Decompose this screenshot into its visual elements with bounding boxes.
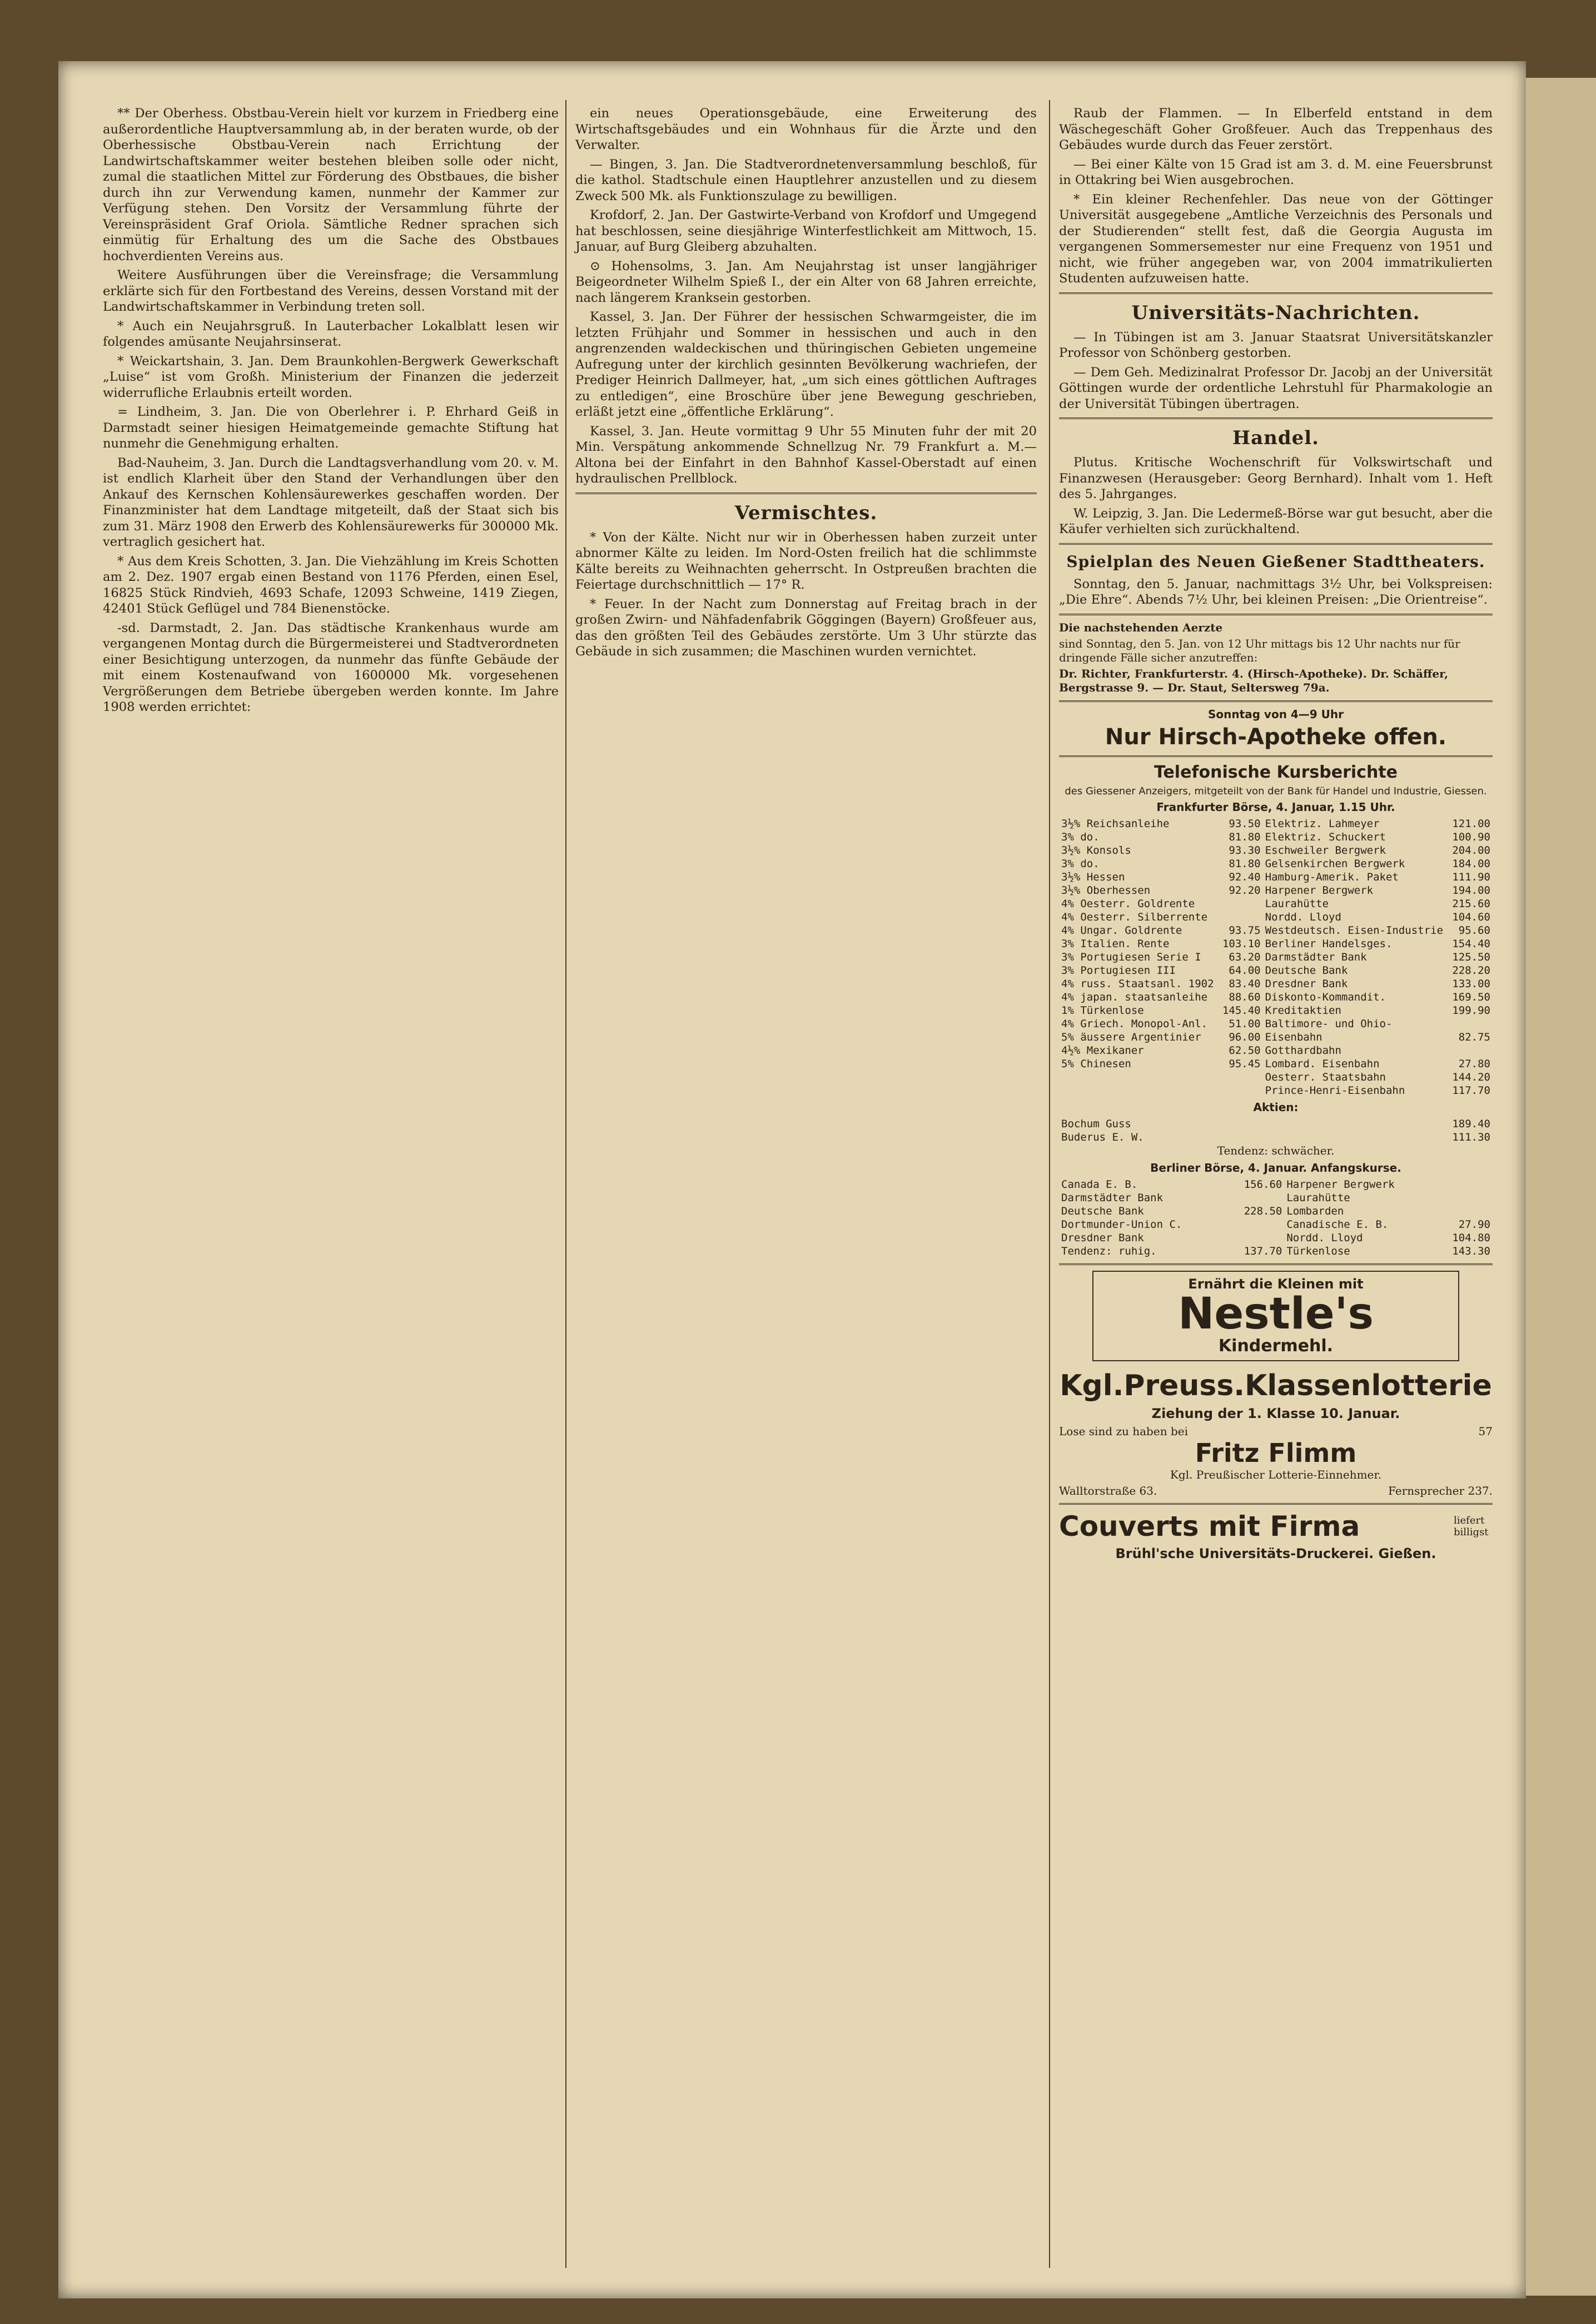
article: W. Leipzig, 3. Jan. Die Ledermeß-Börse war gut besucht, aber die Käufer verhielten sich zurückhaltend. [1059, 506, 1493, 536]
table-cell: 4½% Mexikaner [1061, 1044, 1144, 1057]
table-row [1059, 857, 1493, 870]
table-cell: Deutsche Bank [1265, 964, 1348, 977]
table-row [1059, 1031, 1493, 1044]
nestle-ad [1092, 1271, 1459, 1361]
article: * Weickartshain, 3. Jan. Dem Braunkohlen-Bergwerk Gewerkschaft „Luise“ ist vom Großh. Ministerium der Finanzen die jederzeit widerrufliche Erlaubnis erteilt worden. [103, 354, 559, 400]
table-cell: 3% do. [1061, 857, 1100, 870]
table-cell: 169.50 [1452, 991, 1490, 1003]
table-cell: 3% do. [1061, 830, 1100, 843]
table-row [1059, 1178, 1493, 1191]
lotterie-lose-row [1059, 1425, 1493, 1438]
table-cell: Canada E. B. [1061, 1178, 1138, 1191]
apotheke-sub: Sonntag von 4—9 Uhr [1207, 707, 1344, 721]
lotterie-headline: Kgl.Preuss.Klassenlotterie [1060, 1368, 1492, 1402]
table-cell: 156.60 [1244, 1178, 1282, 1191]
article: Kassel, 3. Jan. Der Führer der hessischen Schwarmgeister, die im letzten Frühjahr und Sommer in hessischen und auch in den angrenzenden waldeckischen und thüringischen Gebieten ungemeine Aufregung unter der kirchlich gesinnten Bevölkerung wachriefen, der Prediger Heinrich Dallmeyer, hat, „um sich eines göttlichen Auftrages zu entledigen“, eine Broschüre über jene Bewegung geschrieben, erläßt jetzt eine „öffentliche Erklärung“. [575, 310, 1037, 419]
table-cell: Kreditaktien [1265, 1004, 1341, 1017]
table-cell: 3½% Reichsanleihe [1061, 817, 1170, 830]
berlin-table [1059, 1178, 1493, 1258]
table-cell: 144.20 [1452, 1071, 1490, 1083]
article: * Auch ein Neujahrsgruß. In Lauterbacher Lokalblatt lesen wir folgendes amüsante Neujahrsinserat. [103, 319, 559, 349]
table-cell: 4% Oesterr. Silberrente [1061, 910, 1208, 923]
table-cell: Prince-Henri-Eisenbahn [1265, 1084, 1405, 1097]
table-row [1059, 1231, 1493, 1245]
table-cell [1059, 1071, 1219, 1084]
table-cell: 3½% Hessen [1061, 870, 1125, 883]
table-row [1059, 830, 1493, 844]
table-cell: Laurahütte [1286, 1191, 1350, 1204]
divider [1059, 292, 1493, 294]
table-row [1059, 1044, 1493, 1057]
article: = Lindheim, 3. Jan. Die von Oberlehrer i. P. Ehrhard Geiß in Darmstadt seiner hiesigen Heimatgemeinde gemachte Stiftung hat nunmehr die Genehmigung erhalten. [103, 405, 559, 451]
table-cell: Harpener Bergwerk [1286, 1178, 1395, 1191]
divider [1059, 614, 1493, 615]
kurs-frankfurt: Frankfurter Börse, 4. Januar, 1.15 Uhr. [1156, 800, 1395, 814]
table-cell: 143.30 [1452, 1245, 1490, 1257]
article: Krofdorf, 2. Jan. Der Gastwirte-Verband von Krofdorf und Umgegend hat beschlossen, seine diesjährige Winterfestlichkeit am Mittwoch, 15. Januar, auf Burg Gleiberg abzuhalten. [575, 208, 1037, 254]
table-cell: 104.60 [1452, 910, 1490, 923]
table-row [1059, 1218, 1493, 1231]
table-row [1059, 991, 1493, 1004]
table-cell: 4% Griech. Monopol-Anl. [1061, 1017, 1208, 1030]
couverts-ad [1059, 1510, 1493, 1542]
table-cell: 125.50 [1452, 950, 1490, 963]
table-cell: Türkenlose [1286, 1245, 1350, 1257]
table-cell: 92.20 [1229, 884, 1261, 897]
divider [1059, 417, 1493, 419]
section-title-universitaet: Universitäts-Nachrichten. [1131, 301, 1420, 324]
divider [1059, 1503, 1493, 1505]
table-cell: 199.90 [1452, 1004, 1490, 1017]
article: ⊙ Hohensolms, 3. Jan. Am Neujahrstag ist unser langjähriger Beigeordneter Wilhelm Spieß I., der ein Alter von 68 Jahren erreichte, nach längerem Kranksein gestorben. [575, 258, 1037, 305]
table-row [1059, 817, 1493, 830]
section-title-theater: Spielplan des Neuen Gießener Stadttheaters. [1066, 552, 1485, 571]
kurs-title: Telefonische Kursberichte [1154, 762, 1398, 782]
table-cell: Westdeutsch. Eisen-Industrie [1265, 924, 1443, 937]
table-cell: 184.00 [1452, 857, 1490, 870]
table-cell: 100.90 [1452, 830, 1490, 843]
table-cell: Baltimore- und Ohio- [1265, 1017, 1393, 1030]
column-3 [1059, 106, 1493, 1565]
table-cell: 95.45 [1229, 1057, 1261, 1070]
table-cell: Eisenbahn [1265, 1031, 1322, 1043]
flimm-phone: Fernsprecher 237. [1388, 1484, 1493, 1497]
table-cell [1219, 1084, 1262, 1097]
divider [1059, 755, 1493, 757]
table-cell: 5% äussere Argentinier [1061, 1031, 1201, 1043]
table-cell: 228.20 [1452, 964, 1490, 977]
berlin-title: Berliner Börse, 4. Januar. Anfangskurse. [1150, 1161, 1401, 1175]
article: * Ein kleiner Rechenfehler. Das neue von der Göttinger Universität ausgegebene „Amtliche Verzeichnis des Personals und der Studierenden“ stellt fest, daß die Georgia Augusta im vergangenen Sommersemester nur eine Frequenz von 1951 und nicht, wie früher angegeben war, von 2004 immatrikulierten Studenten aufzuweisen hatte. [1059, 192, 1493, 286]
table-cell: Oesterr. Staatsbahn [1265, 1071, 1386, 1083]
table-cell: Dresdner Bank [1061, 1231, 1144, 1244]
table-cell: Nordd. Lloyd [1286, 1231, 1363, 1244]
table-cell: 81.80 [1229, 857, 1261, 870]
table-cell: 93.75 [1229, 924, 1261, 937]
couverts-side: liefert billigst [1454, 1514, 1489, 1538]
table-cell [1059, 1084, 1219, 1097]
divider [1059, 543, 1493, 545]
table-row [1059, 1205, 1493, 1218]
article: * Feuer. In der Nacht zum Donnerstag auf Freitag brach in der großen Zwirn- und Nähfadenfabrik Göggingen (Bayern) Großfeuer aus, das den größten Teil des Gebäudes zerstörte. Um 3 Uhr stürzte das Gebäude in sich zusammen; die Maschinen wurden vernichtet. [575, 596, 1037, 659]
table-cell: 3½% Oberhessen [1061, 884, 1151, 897]
flimm-name: Fritz Flimm [1195, 1437, 1357, 1468]
table-cell: 64.00 [1229, 964, 1261, 977]
table-cell: 92.40 [1229, 870, 1261, 883]
table-cell: Elektriz. Schuckert [1265, 830, 1386, 843]
article: * Von der Kälte. Nicht nur wir in Oberhessen haben zurzeit unter abnormer Kälte zu leiden. Im Nord-Osten freilich hat die schlimmste Kälte bereits zu Weihnachten geherrscht. In Ostpreußen brachten die Feiertage durchschnittlich — 17° R. [575, 530, 1037, 592]
table-cell: Buderus E. W. [1061, 1131, 1144, 1143]
table-cell [1219, 910, 1262, 924]
table-cell [1219, 1071, 1262, 1084]
nestle-sub: Kindermehl. [1218, 1336, 1334, 1356]
aerzte-names: Dr. Richter, Frankfurterstr. 4. (Hirsch-Apotheke). Dr. Schäffer, Bergstrasse 9. — Dr. Staut, Seltersweg 79a. [1059, 666, 1449, 694]
table-row [1059, 950, 1493, 964]
flimm-contact [1059, 1484, 1493, 1497]
table-cell: 228.50 [1244, 1205, 1282, 1217]
table-cell: Elektriz. Lahmeyer [1265, 817, 1380, 830]
table-cell: Bochum Guss [1061, 1117, 1131, 1130]
couverts-sub: Brühl'sche Universitäts-Druckerei. Gießen. [1115, 1545, 1436, 1561]
table-row [1059, 1117, 1493, 1131]
kurs-subtitle: des Giessener Anzeigers, mitgeteilt von der Bank für Handel und Industrie, Giessen. [1065, 785, 1487, 797]
article: Weitere Ausführungen über die Vereinsfrage; die Versammlung erklärte sich für den Fortbestand des Vereins, dessen Vorstand mit der Landwirtschaftskammer in Verbindung treten soll. [103, 268, 559, 314]
table-cell: 88.60 [1229, 991, 1261, 1003]
apotheke-notice: Nur Hirsch-Apotheke offen. [1105, 724, 1447, 750]
article: — Bingen, 3. Jan. Die Stadtverordnetenversammlung beschloß, für die kathol. Stadtschule einen Hauptlehrer anzustellen und zu diesem Zweck 500 Mk. als Funktionszulage zu bewilligen. [575, 157, 1037, 203]
article: Kassel, 3. Jan. Heute vormittag 9 Uhr 55 Minuten fuhr der mit 20 Min. Verspätung ankommende Schnellzug Nr. 79 Frankfurt a. M.—Altona bei der Einfahrt in den Bahnhof Kassel-Oberstadt auf einen hydraulischen Prellblock. [575, 424, 1037, 486]
table-cell: Canadische E. B. [1286, 1218, 1389, 1231]
tendenz: Tendenz: schwächer. [1217, 1143, 1335, 1157]
article: -sd. Darmstadt, 2. Jan. Das städtische Krankenhaus wurde am vergangenen Montag durch die Bürgermeisterei und Stadtverordneten einer Besichtigung unterzogen, da nunmehr das fünfte Gebäude der mit einem Kostenaufwand von 1600000 Mk. vorgesehenen Vergrößerungen dem Betriebe übergeben werden konnte. Im Jahre 1908 werden errichtet: [103, 620, 559, 714]
table-cell: Nordd. Lloyd [1265, 910, 1341, 923]
kurs-table [1059, 817, 1493, 1097]
column-1 [103, 106, 559, 719]
table-cell: 145.40 [1222, 1004, 1261, 1017]
table-cell: 5% Chinesen [1061, 1057, 1131, 1070]
nestle-top: Ernährt die Kleinen mit [1188, 1276, 1364, 1292]
couverts-headline: Couverts mit Firma [1059, 1510, 1360, 1542]
table-row [1059, 1084, 1493, 1097]
flimm-address: Walltorstraße 63. [1059, 1484, 1157, 1497]
table-row [1059, 1245, 1493, 1258]
table-cell: Hamburg-Amerik. Paket [1265, 870, 1399, 883]
table-cell: 27.90 [1458, 1218, 1490, 1231]
table-cell: 3½% Konsols [1061, 844, 1131, 857]
table-cell: 215.60 [1452, 897, 1490, 910]
table-cell: 204.00 [1452, 844, 1490, 857]
table-cell [1227, 1231, 1284, 1245]
table-cell: Diskonto-Kommandit. [1265, 991, 1386, 1003]
table-cell: Gelsenkirchen Bergwerk [1265, 857, 1405, 870]
table-cell: Darmstädter Bank [1265, 950, 1367, 963]
table-cell: 111.30 [1452, 1131, 1490, 1143]
aerzte-label: Die nachstehenden Aerzte [1059, 620, 1223, 634]
article: — Dem Geh. Medizinalrat Professor Dr. Jacobj an der Universität Göttingen wurde der ordentliche Lehrstuhl für Pharmakologie an der Universität Tübingen übertragen. [1059, 365, 1493, 411]
column-rule [565, 100, 566, 2268]
table-cell: 95.60 [1458, 924, 1490, 937]
table-cell: 4% japan. staatsanleihe [1061, 991, 1208, 1003]
table-cell: Lombarden [1286, 1205, 1344, 1217]
table-cell: Berliner Handelsges. [1265, 937, 1393, 950]
table-cell: 104.80 [1452, 1231, 1490, 1244]
table-cell [1435, 1178, 1493, 1191]
table-row [1059, 910, 1493, 924]
table-row [1059, 937, 1493, 950]
table-cell: 4% russ. Staatsanl. 1902 [1061, 977, 1214, 990]
table-cell: 3% Italien. Rente [1061, 937, 1170, 950]
table-cell: Lombard. Eisenbahn [1265, 1057, 1380, 1070]
lotterie-sub: Ziehung der 1. Klasse 10. Januar. [1151, 1405, 1400, 1421]
table-cell: 1% Türkenlose [1061, 1004, 1144, 1017]
flimm-sub: Kgl. Preußischer Lotterie-Einnehmer. [1170, 1467, 1382, 1481]
table-cell: 4% Oesterr. Goldrente [1061, 897, 1195, 910]
table-cell: Eschweiler Bergwerk [1265, 844, 1386, 857]
table-cell [1449, 1044, 1493, 1057]
table-row [1059, 1017, 1493, 1031]
table-cell [1227, 1191, 1284, 1205]
table-cell [1219, 897, 1262, 910]
table-cell: 93.30 [1229, 844, 1261, 857]
table-cell: 3% Portugiesen III [1061, 964, 1176, 977]
table-row [1059, 924, 1493, 937]
table-cell: 62.50 [1229, 1044, 1261, 1057]
aktien-title: Aktien: [1253, 1100, 1299, 1114]
table-row [1059, 1004, 1493, 1017]
table-cell: 27.80 [1458, 1057, 1490, 1070]
lotterie-number: 57 [1478, 1424, 1493, 1438]
article: — In Tübingen ist am 3. Januar Staatsrat Universitätskanzler Professor von Schönberg gestorben. [1059, 330, 1493, 360]
article: Bad-Nauheim, 3. Jan. Durch die Landtagsverhandlung vom 20. v. M. ist endlich Klarheit über den Stand der Verhandlungen über den Ankauf des Kernschen Kohlensäurewerkes geschaffen worden. Der Finanzminister hat dem Landtage mitgeteilt, daß der Staat sich bis zum 31. März 1908 den Erwerb des Kohlensäurewerks für 300000 Mk. vertraglich gesichert hat. [103, 455, 559, 549]
table-row [1059, 844, 1493, 857]
divider [1059, 1263, 1493, 1265]
table-cell [1435, 1205, 1493, 1218]
table-cell: 133.00 [1452, 977, 1490, 990]
table-row [1059, 964, 1493, 977]
table-cell: 189.40 [1452, 1117, 1490, 1130]
table-cell: Harpener Bergwerk [1265, 884, 1374, 897]
table-cell: 3% Portugiesen Serie I [1061, 950, 1201, 963]
article: ** Der Oberhess. Obstbau-Verein hielt vor kurzem in Friedberg eine außerordentliche Hauptversammlung ab, in der beraten wurde, ob der Oberhessische Obstbau-Verein nach Errichtung der Landwirtschaftskammer weiter bestehen bleiben solle oder nicht, zumal die staatlichen Mittel zur Förderung des Obstbaues, die bisher durch ihn zur Verwendung kamen, nunmehr der Kammer zur Verfügung stehen. Den Vorsitz der Versammlung führte der Vereinspräsident Graf Oriola. Sämtliche Redner sprachen sich einmütig für Erhaltung des um die Sache des Obstbaues hochverdienten Vereins aus. [103, 106, 559, 263]
table-cell: 137.70 [1244, 1245, 1282, 1257]
table-cell: 51.00 [1229, 1017, 1261, 1030]
table-cell: 83.40 [1229, 977, 1261, 990]
table-row [1059, 1071, 1493, 1084]
table-cell [1449, 1017, 1493, 1031]
article: Plutus. Kritische Wochenschrift für Volkswirtschaft und Finanzwesen (Herausgeber: Georg Bernhard). Inhalt vom 1. Heft des 5. Jahrganges. [1059, 455, 1493, 501]
table-cell: 96.00 [1229, 1031, 1261, 1043]
table-cell: Tendenz: ruhig. [1061, 1245, 1157, 1257]
table-cell: Deutsche Bank [1061, 1205, 1144, 1217]
table-row [1059, 1057, 1493, 1071]
nestle-name: Nestle's [1178, 1288, 1374, 1339]
aerzte-date: sind Sonntag, den 5. Jan. von 12 Uhr mittags bis 12 Uhr nachts nur für dringende Fälle sicher anzutreffen: [1059, 636, 1460, 664]
article: Sonntag, den 5. Januar, nachmittags 3½ Uhr, bei Volkspreisen: „Die Ehre“. Abends 7½ Uhr, bei kleinen Preisen: „Die Orientreise“. [1059, 576, 1493, 607]
table-cell: Darmstädter Bank [1061, 1191, 1164, 1204]
section-title-handel: Handel. [1232, 427, 1320, 449]
table-cell: 111.90 [1452, 870, 1490, 883]
table-row [1059, 1191, 1493, 1205]
section-title-vermischtes: Vermischtes. [734, 501, 878, 524]
table-row [1059, 884, 1493, 897]
table-cell: 194.00 [1452, 884, 1490, 897]
table-cell: 4% Ungar. Goldrente [1061, 924, 1182, 937]
article: * Aus dem Kreis Schotten, 3. Jan. Die Viehzählung im Kreis Schotten am 2. Dez. 1907 ergab einen Bestand von 1176 Pferden, einen Esel, 16825 Stück Rindvieh, 4693 Schafe, 12093 Schweine, 1419 Ziegen, 42401 Stück Geflügel und 784 Bienenstöcke. [103, 554, 559, 616]
article: ein neues Operationsgebäude, eine Erweiterung des Wirtschaftsgebäudes und ein Wohnhaus für die Ärzte und den Verwalter. [575, 106, 1037, 152]
table-cell: 121.00 [1452, 817, 1490, 830]
table-cell: 81.80 [1229, 830, 1261, 843]
table-cell: 154.40 [1452, 937, 1490, 950]
lotterie-lose: Lose sind zu haben bei [1059, 1424, 1188, 1438]
table-cell [1227, 1218, 1284, 1231]
table-row [1059, 977, 1493, 991]
table-cell: Gotthardbahn [1265, 1044, 1341, 1057]
divider [575, 492, 1037, 494]
table-cell: 93.50 [1229, 817, 1261, 830]
table-row [1059, 1131, 1493, 1144]
table-cell: 63.20 [1229, 950, 1261, 963]
table-cell [1435, 1191, 1493, 1205]
table-row [1059, 897, 1493, 910]
table-cell: Dortmunder-Union C. [1061, 1218, 1182, 1231]
newspaper-page [58, 61, 1526, 2298]
adjacent-page-edge [1526, 78, 1596, 2296]
table-cell: 103.10 [1222, 937, 1261, 950]
aktien-table [1059, 1117, 1493, 1144]
divider [1059, 700, 1493, 702]
aerzte-notice [1059, 621, 1493, 695]
column-rule [1049, 100, 1050, 2268]
article: — Bei einer Kälte von 15 Grad ist am 3. d. M. eine Feuersbrunst in Ottakring bei Wien ausgebrochen. [1059, 157, 1493, 187]
table-cell: Laurahütte [1265, 897, 1329, 910]
table-cell: 82.75 [1458, 1031, 1490, 1043]
column-2 [575, 106, 1037, 663]
article: Raub der Flammen. — In Elberfeld entstand in dem Wäschegeschäft Goher Großfeuer. Auch das Treppenhaus des Gebäudes wurde durch das Feuer zerstört. [1059, 106, 1493, 152]
table-cell: 117.70 [1452, 1084, 1490, 1097]
table-row [1059, 870, 1493, 884]
table-cell: Dresdner Bank [1265, 977, 1348, 990]
